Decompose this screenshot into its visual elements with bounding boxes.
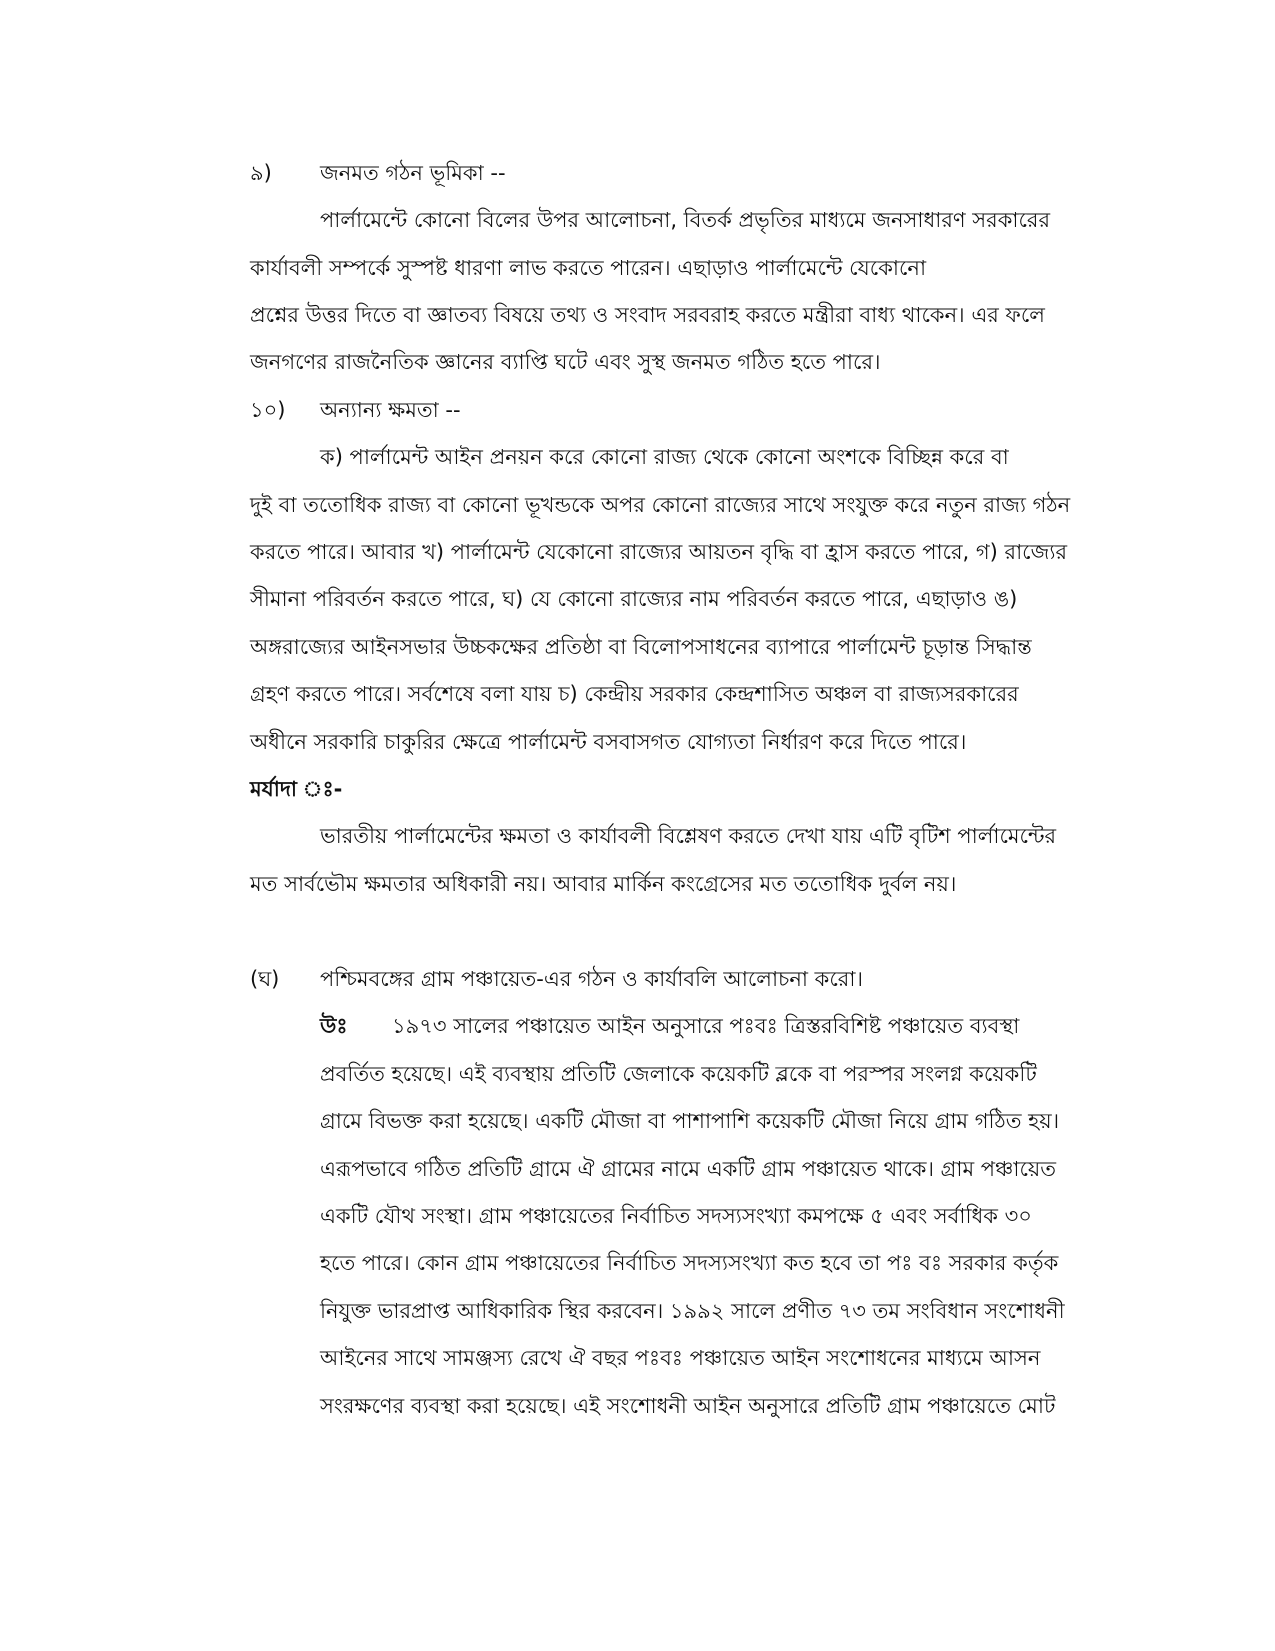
section-10-number: ১০) [250,398,286,422]
answer-line: গ্রামে বিভক্ত করা হয়েছে। একটি মৌজা বা পাশাপাশি কয়েকটি মৌজা নিয়ে গ্রাম গঠিত হয়। [320,1109,1060,1133]
limits-heading: মর্যাদা ঃ- [250,777,343,801]
section-10-line: গ্রহণ করতে পারে। সর্বশেষে বলা যায় চ) কেন্দ্রীয় সরকার কেন্দ্রশাসিত অঞ্চল বা রাজ্যসরকারের [250,682,1019,706]
answer-label: উঃ [320,1014,348,1038]
answer-line: একটি যৌথ সংস্থা। গ্রাম পঞ্চায়েতের নির্বাচিত সদস্যসংখ্যা কমপক্ষে ৫ এবং সর্বাধিক ৩০ [320,1204,1032,1228]
question-text: পশ্চিমবঙ্গের গ্রাম পঞ্চায়েত-এর গঠন ও কার্যাবলি আলোচনা করো। [320,967,863,991]
answer-line: নিযুক্ত ভারপ্রাপ্ত আধিকারিক স্থির করবেন। ১৯৯২ সালে প্রণীত ৭৩ তম সংবিধান সংশোধনী [320,1299,1065,1323]
section-10-line: করতে পারে। আবার খ) পার্লামেন্ট যেকোনো রাজ্যের আয়তন বৃদ্ধি বা হ্রাস করতে পারে, গ) রাজ্যের [250,540,1068,564]
section-9-line: প্রশ্নের উত্তর দিতে বা জ্ঞাতব্য বিষয়ে তথ্য ও সংবাদ সরবরাহ করতে মন্ত্রীরা বাধ্য থাকেন। এর ফলে [250,303,1045,327]
section-10-line: দুই বা ততোধিক রাজ্য বা কোনো ভূখন্ডকে অপর কোনো রাজ্যের সাথে সংযুক্ত করে নতুন রাজ্য গঠন [250,493,1071,517]
answer-line: সংরক্ষণের ব্যবস্থা করা হয়েছে। এই সংশোধনী আইন অনুসারে প্রতিটি গ্রাম পঞ্চায়েতে মোট [320,1394,1056,1418]
section-9-line: কার্যাবলী সম্পর্কে সুস্পষ্ট ধারণা লাভ করতে পারেন। এছাড়াও পার্লামেন্টে যেকোনো [250,256,927,280]
answer-line: এরূপভাবে গঠিত প্রতিটি গ্রামে ঐ গ্রামের নামে একটি গ্রাম পঞ্চায়েত থাকে। গ্রাম পঞ্চায়েত [320,1157,1057,1181]
section-10-line: সীমানা পরিবর্তন করতে পারে, ঘ) যে কোনো রাজ্যের নাম পরিবর্তন করতে পারে, এছাড়াও ঙ) [250,587,1018,611]
section-9-line: পার্লামেন্টে কোনো বিলের উপর আলোচনা, বিতর্ক প্রভৃতির মাধ্যমে জনসাধারণ সরকারের [320,208,1051,232]
question-number: (ঘ) [250,967,280,991]
section-9-line: জনগণের রাজনৈতিক জ্ঞানের ব্যাপ্তি ঘটে এবং সুস্থ জনমত গঠিত হতে পারে। [250,350,881,374]
limits-line: ভারতীয় পার্লামেন্টের ক্ষমতা ও কার্যাবলী বিশ্লেষণ করতে দেখা যায় এটি বৃটিশ পার্লামেন্টের [320,824,1057,848]
answer-line: হতে পারে। কোন গ্রাম পঞ্চায়েতের নির্বাচিত সদস্যসংখ্যা কত হবে তা পঃ বঃ সরকার কর্তৃক [320,1251,1059,1275]
limits-line: মত সার্বভৌম ক্ষমতার অধিকারী নয়। আবার মার্কিন কংগ্রেসের মত ততোধিক দুর্বল নয়। [250,872,957,896]
section-9-number: ৯) [250,161,272,185]
section-10-heading: অন্যান্য ক্ষমতা -- [320,398,461,422]
answer-line: প্রবর্তিত হয়েছে। এই ব্যবস্থায় প্রতিটি জেলাকে কয়েকটি ব্লকে বা পরস্পর সংলগ্ন কয়েকটি [320,1062,1037,1086]
section-9-heading: জনমত গঠন ভূমিকা -- [320,161,506,185]
section-10-line: অঙ্গরাজ্যের আইনসভার উচ্চকক্ষের প্রতিষ্ঠা বা বিলোপসাধনের ব্যাপারে পার্লামেন্ট চূড়ান্ত সিদ্ধান্ত [250,635,1032,659]
answer-line: আইনের সাথে সামঞ্জস্য রেখে ঐ বছর পঃবঃ পঞ্চায়েত আইন সংশোধনের মাধ্যমে আসন [320,1346,1041,1370]
section-10-line: অধীনে সরকারি চাকুরির ক্ষেত্রে পার্লামেন্ট বসবাসগত যোগ্যতা নির্ধারণ করে দিতে পারে। [250,730,967,754]
section-10-line: ক) পার্লামেন্ট আইন প্রনয়ন করে কোনো রাজ্য থেকে কোনো অংশকে বিচ্ছিন্ন করে বা [320,445,1009,469]
answer-line: ১৯৭৩ সালের পঞ্চায়েত আইন অনুসারে পঃবঃ ত্রিস্তরবিশিষ্ট পঞ্চায়েত ব্যবস্থা [392,1014,1020,1038]
